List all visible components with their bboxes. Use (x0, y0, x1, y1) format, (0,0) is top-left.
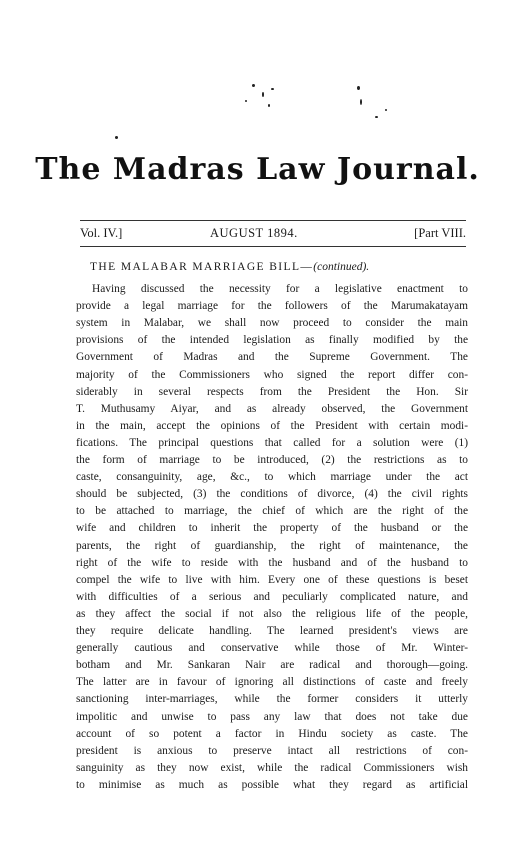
body-text-line: wife and children to inherit the property of the husband or the (76, 522, 468, 535)
article-title (90, 261, 369, 273)
body-text-line: with difficulties of a serious and peculiarly complicated nature, and (76, 590, 468, 603)
issue-line (80, 226, 466, 242)
issue-date: AUGUST 1894. (210, 226, 298, 240)
ink-speck (385, 109, 387, 111)
body-text-line: caste, consanguinity, age, &c., to which marriage under the act (76, 471, 468, 484)
top-rule (80, 220, 466, 221)
ink-speck (262, 92, 264, 97)
body-text-line: as they affect the social if not also the religious life of the people, (76, 607, 468, 620)
part-label: [Part VIII. (414, 226, 466, 240)
body-text-line: the form of marriage to be introduced, (2) the restrictions as to (76, 454, 468, 466)
body-text-line: parents, the right of guardianship, the right of maintenance, the (76, 539, 468, 552)
body-text-line: to be attached to marriage, the chief of which are the right of the (76, 505, 468, 518)
ink-speck (360, 99, 362, 105)
article-title-continued: (continued). (313, 261, 370, 273)
ink-speck (357, 86, 360, 90)
body-text-line: botham and Mr. Sankaran Nair are radical and thorough—going. (76, 659, 468, 672)
body-text-line: compel the wife to live with him. Every one of these questions is beset (76, 573, 468, 586)
body-text-line: generally cautious and conservative while those of Mr. Winter- (76, 642, 468, 655)
body-text-line: fications. The principal questions that called for a solution were (1) (76, 436, 468, 449)
body-text-line: provisions of the intended legislation as finally modified by the (76, 334, 468, 347)
ink-speck (375, 116, 378, 118)
body-text-line: right of the wife to reside with the husband and of the husband to (76, 556, 468, 569)
body-text-line: impolitic and unwise to pass any law that does not take due (76, 710, 468, 723)
body-text-line: in the main, accept the opinions of the President with certain modi- (76, 419, 468, 432)
journal-title: The Madras Law Journal. (35, 152, 480, 187)
body-text-line: majority of the Commissioners who signed the report differ con- (76, 368, 468, 381)
ink-speck (245, 100, 247, 102)
body-text-line: sanctioning inter-marriages, while the former considers it utterly (76, 693, 468, 706)
ink-speck (115, 136, 118, 139)
article-title-text: THE MALABAR MARRIAGE BILL— (90, 261, 314, 273)
body-text-line: account of so potent a factor in Hindu society as caste. The (76, 727, 468, 740)
ink-speck (252, 84, 255, 87)
body-text-line: president is anxious to preserve intact all restrictions of con- (76, 744, 468, 757)
body-text-line: siderably in several respects from the President the Hon. Sir (76, 385, 468, 398)
body-text-line: The latter are in favour of ignoring all distinctions of caste and freely (76, 676, 468, 689)
body-text-line: T. Muthusamy Aiyar, and as already observed, the Government (76, 402, 468, 415)
body-text-line: sanguinity as they now exist, while the radical Commissioners wish (76, 761, 468, 774)
body-text-line: should be subjected, (3) the conditions of divorce, (4) the civil rights (76, 488, 468, 501)
body-text-line: they require delicate handling. The learned president's views are (76, 625, 468, 637)
body-text-line: Having discussed the necessity for a legislative enactment to (92, 283, 468, 295)
volume-label: Vol. IV.] (80, 226, 123, 240)
body-text-line: system in Malabar, we shall now proceed to consider the main (76, 317, 468, 330)
body-text-line: provide a legal marriage for the followers of the Marumakatayam (76, 300, 468, 313)
body-text-line: Government of Madras and the Supreme Government. The (76, 351, 468, 364)
ink-speck (271, 88, 274, 90)
body-text-line: to minimise as much as possible what they regard as artificial (76, 778, 468, 791)
bottom-rule (80, 246, 466, 247)
ink-speck (268, 104, 270, 107)
